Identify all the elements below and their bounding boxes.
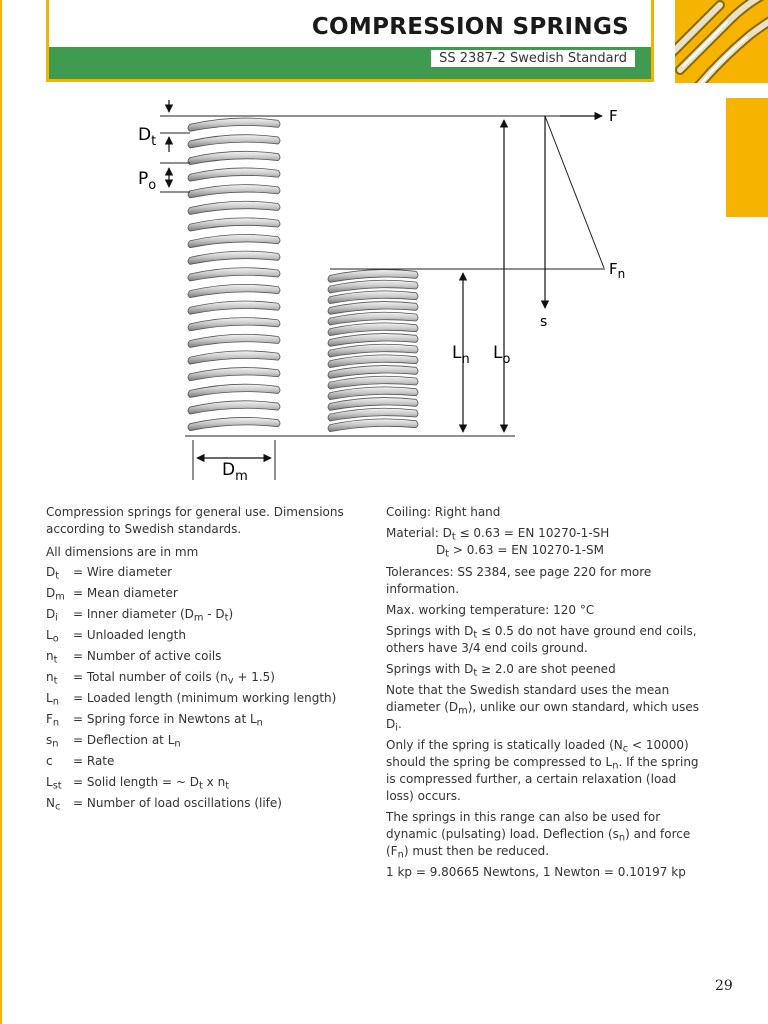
label-fn: $F_n$ — [609, 260, 626, 281]
spring-coil — [188, 334, 280, 347]
definitions-list — [46, 564, 366, 816]
standard-note-text: Note that the Swedish standard uses the mean diameter $(D_m)$, unlike our own standard, which uses $D_i$. — [386, 683, 700, 734]
definition-row — [46, 606, 366, 627]
definition-symbol: $L_{st}$ — [46, 775, 62, 792]
definition-text: = Number of active coils — [73, 649, 222, 663]
label-dt: $D_t$ — [138, 125, 157, 149]
spring-coil — [188, 218, 280, 231]
left-column — [46, 504, 366, 816]
header-band — [49, 47, 651, 79]
definition-text: = Wire diameter — [73, 565, 173, 579]
definition-text: = Deflection at $L_n$ — [73, 733, 181, 750]
definition-symbol: $n_t$ — [46, 670, 58, 687]
spring-coil — [188, 185, 280, 198]
spring-coil — [188, 417, 280, 430]
spring-coil — [188, 401, 280, 414]
definition-row — [46, 585, 366, 606]
spring-coil — [188, 251, 280, 264]
spring-coil — [188, 151, 280, 164]
definition-text: = Solid length = ~ $D_t$ x $n_t$ — [73, 775, 230, 792]
label-s: s — [540, 314, 548, 330]
definition-symbol: $D_t$ — [46, 565, 60, 582]
definition-row — [46, 564, 366, 585]
force-slope-line — [545, 116, 604, 268]
definition-text: = Rate — [73, 754, 115, 768]
definition-symbol: $n_t$ — [46, 649, 58, 666]
max-temp-text: Max. working temperature: 120 °C — [386, 603, 595, 617]
label-lo: $L_o$ — [493, 343, 511, 367]
spring-coil — [188, 284, 280, 297]
definition-row — [46, 627, 366, 648]
right-column — [386, 504, 706, 885]
coiling-text: Coiling: Right hand — [386, 505, 501, 519]
spring-coil — [188, 384, 280, 397]
definition-text: = Unloaded length — [73, 628, 186, 642]
label-po: $P_o$ — [138, 169, 157, 193]
definition-text: = Number of load oscillations (life) — [73, 796, 282, 810]
definition-row — [46, 753, 366, 774]
definition-text: = Total number of coils $(n_v + 1.5)$ — [73, 670, 275, 687]
shot-peened-text: Springs with $D_t \ge 2.0$ are shot peened — [386, 662, 616, 679]
page-header — [46, 0, 654, 82]
ground-coils-text: Springs with $D_t \le 0.5$ do not have ground end coils, others have 3/4 end coils ground. — [386, 624, 697, 655]
definition-symbol: $L_n$ — [46, 691, 59, 708]
definition-text: = Mean diameter — [73, 586, 178, 600]
spring-coil — [188, 368, 280, 381]
definition-symbol: $F_n$ — [46, 712, 60, 729]
definition-row — [46, 795, 366, 816]
definition-row — [46, 774, 366, 795]
intro-text: Compression springs for general use. Dimensions according to Swedish standards. — [46, 505, 344, 536]
definition-row — [46, 732, 366, 753]
spring-coil — [188, 201, 280, 214]
definition-row — [46, 711, 366, 732]
definition-row — [46, 690, 366, 711]
definition-symbol: $L_o$ — [46, 628, 59, 645]
dims-note: All dimensions are in mm — [46, 545, 199, 559]
spring-coil — [188, 268, 280, 281]
unloaded-spring — [188, 118, 280, 431]
spring-coil — [188, 234, 280, 247]
spring-diagram — [0, 90, 700, 490]
label-ln: $L_n$ — [452, 343, 470, 367]
definition-symbol: $D_m$ — [46, 586, 65, 603]
static-load-text: Only if the spring is statically loaded $(N_c < 10000)$ should the spring be compressed to $L_n$. If the spring is compressed further, a certain relaxation (load loss) occurs. — [386, 738, 699, 803]
spring-coil — [188, 301, 280, 314]
page-number: 29 — [715, 978, 733, 994]
spring-photo — [675, 0, 768, 83]
spring-coil — [188, 318, 280, 331]
label-f: F — [609, 107, 618, 125]
definition-symbol: $N_c$ — [46, 796, 61, 813]
spring-coil — [328, 419, 418, 432]
page-title: COMPRESSION SPRINGS — [311, 14, 629, 40]
spring-coil — [188, 118, 280, 131]
definition-symbol: $D_i$ — [46, 607, 58, 624]
loaded-spring — [328, 270, 418, 432]
definition-row — [46, 669, 366, 690]
definition-text: = Loaded length (minimum working length) — [73, 691, 337, 705]
page-subtitle: SS 2387-2 Swedish Standard — [431, 50, 635, 67]
definition-text: = Inner diameter $(D_m - D_t)$ — [73, 607, 234, 624]
unit-conversion-text: 1 kp = 9.80665 Newtons, 1 Newton = 0.10197 kp — [386, 865, 686, 879]
spring-coil — [188, 351, 280, 364]
spring-coil — [188, 168, 280, 181]
material-text: Material: $D_t \le 0.63$ = EN 10270-1-SH $D_t > 0.63$ = EN 10270-1-SM — [386, 526, 610, 560]
definition-row — [46, 648, 366, 669]
definition-symbol: c — [46, 754, 53, 768]
definition-text: = Spring force in Newtons at $L_n$ — [73, 712, 263, 729]
dynamic-load-text: The springs in this range can also be used for dynamic (pulsating) load. Deflection $(s_n)$ and force $(F_n)$ must then be reduced. — [386, 810, 691, 861]
spring-coil — [188, 135, 280, 148]
section-tab — [726, 98, 768, 217]
tolerances-text: Tolerances: SS 2384, see page 220 for more information. — [386, 565, 652, 596]
label-dm: $D_m$ — [222, 460, 248, 484]
definition-symbol: $s_n$ — [46, 733, 59, 750]
